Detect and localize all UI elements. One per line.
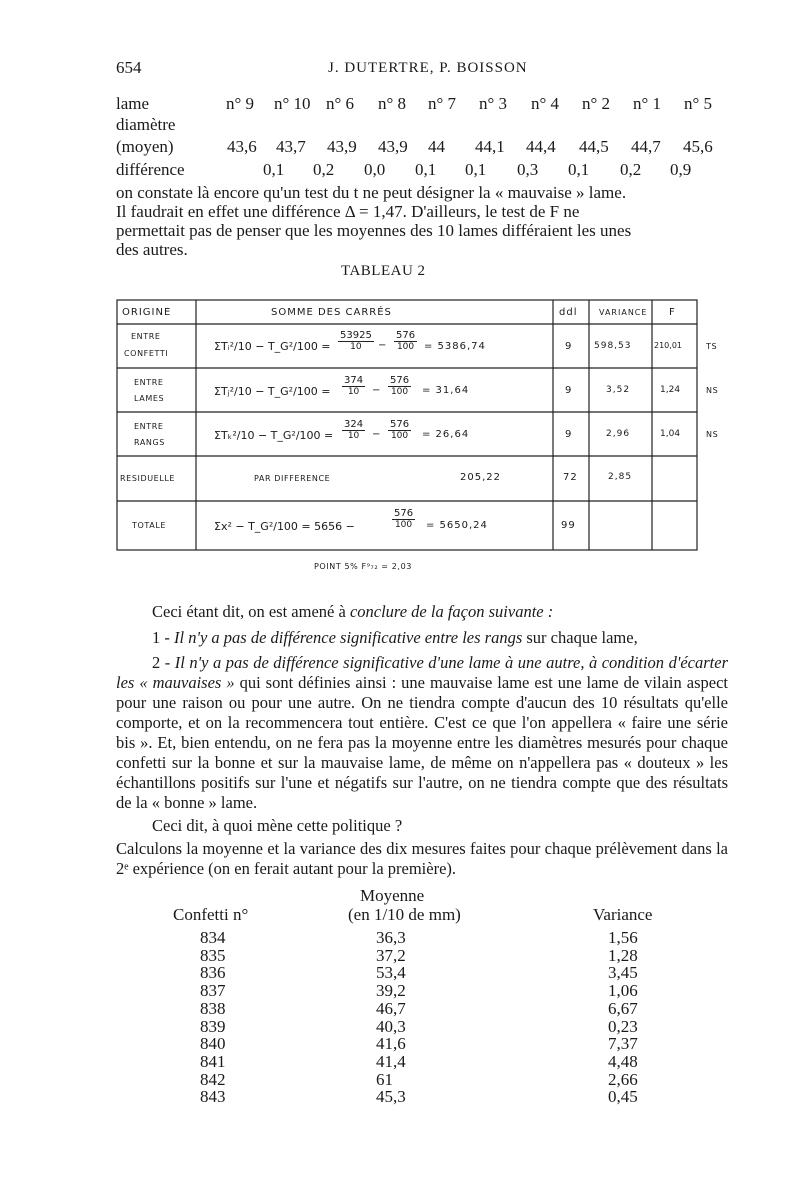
- row5-den2: 100: [394, 520, 413, 530]
- header-variance: Variance: [593, 905, 653, 924]
- confetti-number: 843: [200, 1087, 226, 1107]
- row1-result: = 5386,74: [424, 341, 486, 352]
- confetti-mean: 36,3: [376, 928, 406, 947]
- policy-question: Ceci dit, à quoi mène cette politique ?: [152, 816, 403, 835]
- row3-num2: 576: [390, 419, 410, 430]
- row2-variance: 3,52: [606, 385, 631, 395]
- header-confetti: Confetti n°: [173, 905, 249, 924]
- difference-value: 0,9: [670, 160, 692, 179]
- row3-f: 1,04: [660, 429, 681, 439]
- row1-f: 210,01: [654, 341, 682, 350]
- lame-number: n° 1: [633, 94, 662, 113]
- conclusion-intro: [116, 602, 728, 622]
- intro-italic: conclure de la façon suivante :: [349, 602, 554, 621]
- confetti-mean: 46,7: [376, 998, 406, 1018]
- row4-label1: RESIDUELLE: [120, 474, 176, 483]
- confetti-variance: 1,28: [608, 945, 638, 965]
- row3-den1: 10: [347, 431, 360, 441]
- row2-label1: ENTRE: [134, 378, 164, 387]
- header-moyenne: Moyenne: [360, 886, 425, 905]
- item1-number: 1 -: [152, 628, 174, 647]
- confetti-number: 835: [200, 945, 226, 965]
- row2-label2: LAMES: [134, 394, 165, 403]
- confetti-variance: 0,45: [608, 1087, 638, 1107]
- difference-value: 0,0: [364, 160, 386, 179]
- row3-formula: ΣTₖ²/10 − T_G²/100 =: [214, 429, 334, 442]
- row3-den2: 100: [390, 431, 409, 441]
- header-f: F: [669, 307, 676, 318]
- row1-frac2: [394, 330, 417, 352]
- mean-diameter: 44,7: [631, 137, 661, 156]
- header-origine: ORIGINE: [122, 307, 172, 318]
- lame-number: n° 5: [684, 94, 713, 113]
- row2-frac2: [388, 375, 411, 397]
- row3-result: = 26,64: [422, 429, 470, 440]
- confetti-mean: 53,4: [376, 963, 406, 983]
- confetti-variance: 3,45: [608, 963, 638, 983]
- tableau-title: TABLEAU 2: [341, 263, 426, 279]
- lame-number: n° 10: [274, 94, 311, 113]
- mean-diameter: 45,6: [683, 137, 713, 156]
- conclusion-item-2: [116, 653, 728, 813]
- difference-value: 0,1: [415, 160, 437, 179]
- confetti-number: 836: [200, 963, 226, 983]
- intro-text: Ceci étant dit, on est amené à: [152, 602, 350, 621]
- row1-label2: CONFETTI: [124, 349, 169, 358]
- row2-formula: ΣTⱼ²/10 − T_G²/100 =: [214, 385, 331, 398]
- confetti-variance: 2,66: [608, 1069, 638, 1089]
- row2-den2: 100: [390, 387, 409, 397]
- row3-ddl: 9: [565, 429, 573, 440]
- confetti-mean: 41,4: [376, 1051, 406, 1071]
- row1-frac1: [338, 330, 374, 352]
- row-label-difference: différence: [116, 160, 185, 179]
- lame-number: n° 3: [479, 94, 508, 113]
- confetti-variance: 7,37: [608, 1034, 638, 1054]
- lame-number: n° 2: [582, 94, 611, 113]
- row4-ddl: 72: [563, 472, 578, 483]
- lame-number: n° 6: [326, 94, 355, 113]
- row1-sig: TS: [706, 342, 718, 351]
- difference-value: 0,1: [263, 160, 285, 179]
- item1-text: sur chaque lame,: [522, 628, 638, 647]
- lame-number: n° 7: [428, 94, 457, 113]
- lame-number: n° 4: [531, 94, 560, 113]
- conclusion-item-1: [116, 628, 728, 648]
- row-label-diametre: diamètre: [116, 115, 176, 134]
- row5-label1: TOTALE: [132, 521, 167, 530]
- confetti-mean: 45,3: [376, 1087, 406, 1107]
- row2-den1: 10: [347, 387, 360, 397]
- row1-label1: ENTRE: [131, 332, 161, 341]
- conclusion-section: [116, 602, 728, 879]
- row2-f: 1,24: [660, 385, 681, 395]
- confetti-variance: 1,56: [608, 928, 638, 947]
- row3-num1: 324: [344, 419, 364, 430]
- confetti-mean: 41,6: [376, 1034, 406, 1054]
- confetti-number: 837: [200, 981, 226, 1001]
- header-ddl: ddl: [559, 307, 578, 318]
- row4-formula: PAR DIFFERENCE: [254, 474, 331, 483]
- confetti-mean: 61: [376, 1069, 393, 1089]
- page-number: 654: [116, 58, 142, 77]
- lame-number: n° 9: [226, 94, 255, 113]
- lame-number: n° 8: [378, 94, 407, 113]
- confetti-number: 841: [200, 1051, 226, 1071]
- confetti-number: 839: [200, 1016, 226, 1036]
- row3-sig: NS: [706, 430, 719, 439]
- row1-num1: 53925: [340, 330, 372, 341]
- row1-variance: 598,53: [594, 341, 632, 351]
- row3-label1: ENTRE: [134, 422, 164, 431]
- text-line: on constate là encore qu'un test du t ne peut désigner la « mauvaise » lame.: [116, 183, 627, 202]
- mean-diameter: 43,7: [276, 137, 306, 156]
- minus: −: [378, 340, 388, 351]
- calcul-paragraph: Calculons la moyenne et la variance des dix mesures faites pour chaque prélèvement dans la 2ᵉ expérience (on en ferait autant pour la première).: [116, 839, 728, 878]
- difference-value: 0,3: [517, 160, 539, 179]
- row2-frac1: [342, 375, 365, 397]
- confetti-number: 842: [200, 1069, 226, 1089]
- row1-formula: ΣTᵢ²/10 − T_G²/100 =: [214, 340, 331, 353]
- header-moyenne-unit: (en 1/10 de mm): [348, 905, 461, 924]
- confetti-number: 840: [200, 1034, 226, 1054]
- text-line: permettait pas de penser que les moyennes des 10 lames différaient les unes: [116, 221, 632, 240]
- mean-diameter: 43,9: [327, 137, 357, 156]
- item2-italic: Il n'y a pas de différence significative d'une lame à une autre, à condition d'écarter les « mauvaises »: [116, 653, 728, 692]
- row1-ddl: 9: [565, 341, 573, 352]
- mean-diameter: 44,4: [526, 137, 556, 156]
- minus: −: [372, 385, 382, 396]
- row-label-lame: lame: [116, 94, 150, 113]
- row5-frac: [392, 508, 415, 530]
- paragraph-t-test: [116, 183, 728, 259]
- header-somme: SOMME DES CARRÉS: [271, 307, 392, 318]
- confetti-mean: 40,3: [376, 1016, 406, 1036]
- confetti-variance: 0,23: [608, 1016, 638, 1036]
- item2-text: qui sont définies ainsi : une mauvaise lame est une lame de vilain aspect pour une raison ou pour une autre. On ne tiendra compte d'aucun des 10 résultats qu'elle comporte, et on la recommencera tout entière. C'est ce que l'on appellera « faire une série bis ». Et, bien entendu, on ne fera pas la moyenne entre les diamètres mesurés pour chaque confetti sur la bonne et sur la mauvaise lame, de même on n'appellera pas « douteux » les échantillons positifs sur l'une et négatifs sur l'autre, on ne tiendra compte que des résultats de la « bonne » lame.: [116, 673, 728, 812]
- item1-italic: Il n'y a pas de différence significative entre les rangs: [174, 628, 523, 647]
- confetti-variance: 4,48: [608, 1051, 638, 1071]
- confetti-number: 838: [200, 998, 226, 1018]
- item2-number: 2 -: [152, 653, 175, 672]
- difference-value: 0,2: [620, 160, 642, 179]
- confetti-mean: 37,2: [376, 945, 406, 965]
- mean-diameter: 44: [428, 137, 445, 156]
- difference-value: 0,1: [465, 160, 487, 179]
- row2-num1: 374: [344, 375, 364, 386]
- table-footnote: POINT 5% F⁹₇₂ = 2,03: [314, 562, 412, 571]
- difference-value: 0,2: [313, 160, 335, 179]
- row4-result: 205,22: [460, 472, 501, 483]
- text-line: des autres.: [116, 240, 188, 259]
- text-line: Il faudrait en effet une différence Δ = 1,47. D'ailleurs, le test de F ne: [116, 202, 580, 221]
- confetti-mean: 39,2: [376, 981, 406, 1001]
- row3-variance: 2,96: [606, 429, 631, 439]
- anova-table: [116, 296, 719, 571]
- row5-formula: Σx² − T_G²/100 = 5656 −: [214, 520, 355, 533]
- row3-frac2: [388, 419, 411, 441]
- row2-num2: 576: [390, 375, 410, 386]
- row3-label2: RANGS: [134, 438, 165, 447]
- row1-den1: 10: [350, 342, 362, 352]
- mean-diameter: 44,5: [579, 137, 609, 156]
- mean-diameter: 43,9: [378, 137, 408, 156]
- difference-value: 0,1: [568, 160, 590, 179]
- row1-den2: 100: [396, 342, 415, 352]
- mean-diameter: 43,6: [227, 137, 257, 156]
- row2-ddl: 9: [565, 385, 573, 396]
- row5-ddl: 99: [561, 520, 576, 531]
- row5-result: = 5650,24: [426, 520, 488, 531]
- confetti-variance: 6,67: [608, 998, 638, 1018]
- row1-num2: 576: [396, 330, 416, 341]
- minus: −: [372, 429, 382, 440]
- row2-result: = 31,64: [422, 385, 470, 396]
- row-label-moyen: (moyen): [116, 137, 174, 156]
- row5-num2: 576: [394, 508, 414, 519]
- running-head: J. DUTERTRE, P. BOISSON: [328, 60, 528, 76]
- confetti-variance: 1,06: [608, 981, 638, 1001]
- confetti-number: 834: [200, 928, 226, 947]
- row2-sig: NS: [706, 386, 719, 395]
- row4-variance: 2,85: [608, 472, 633, 482]
- mean-diameter: 44,1: [475, 137, 505, 156]
- header-variance: VARIANCE: [599, 308, 648, 317]
- row3-frac1: [342, 419, 365, 441]
